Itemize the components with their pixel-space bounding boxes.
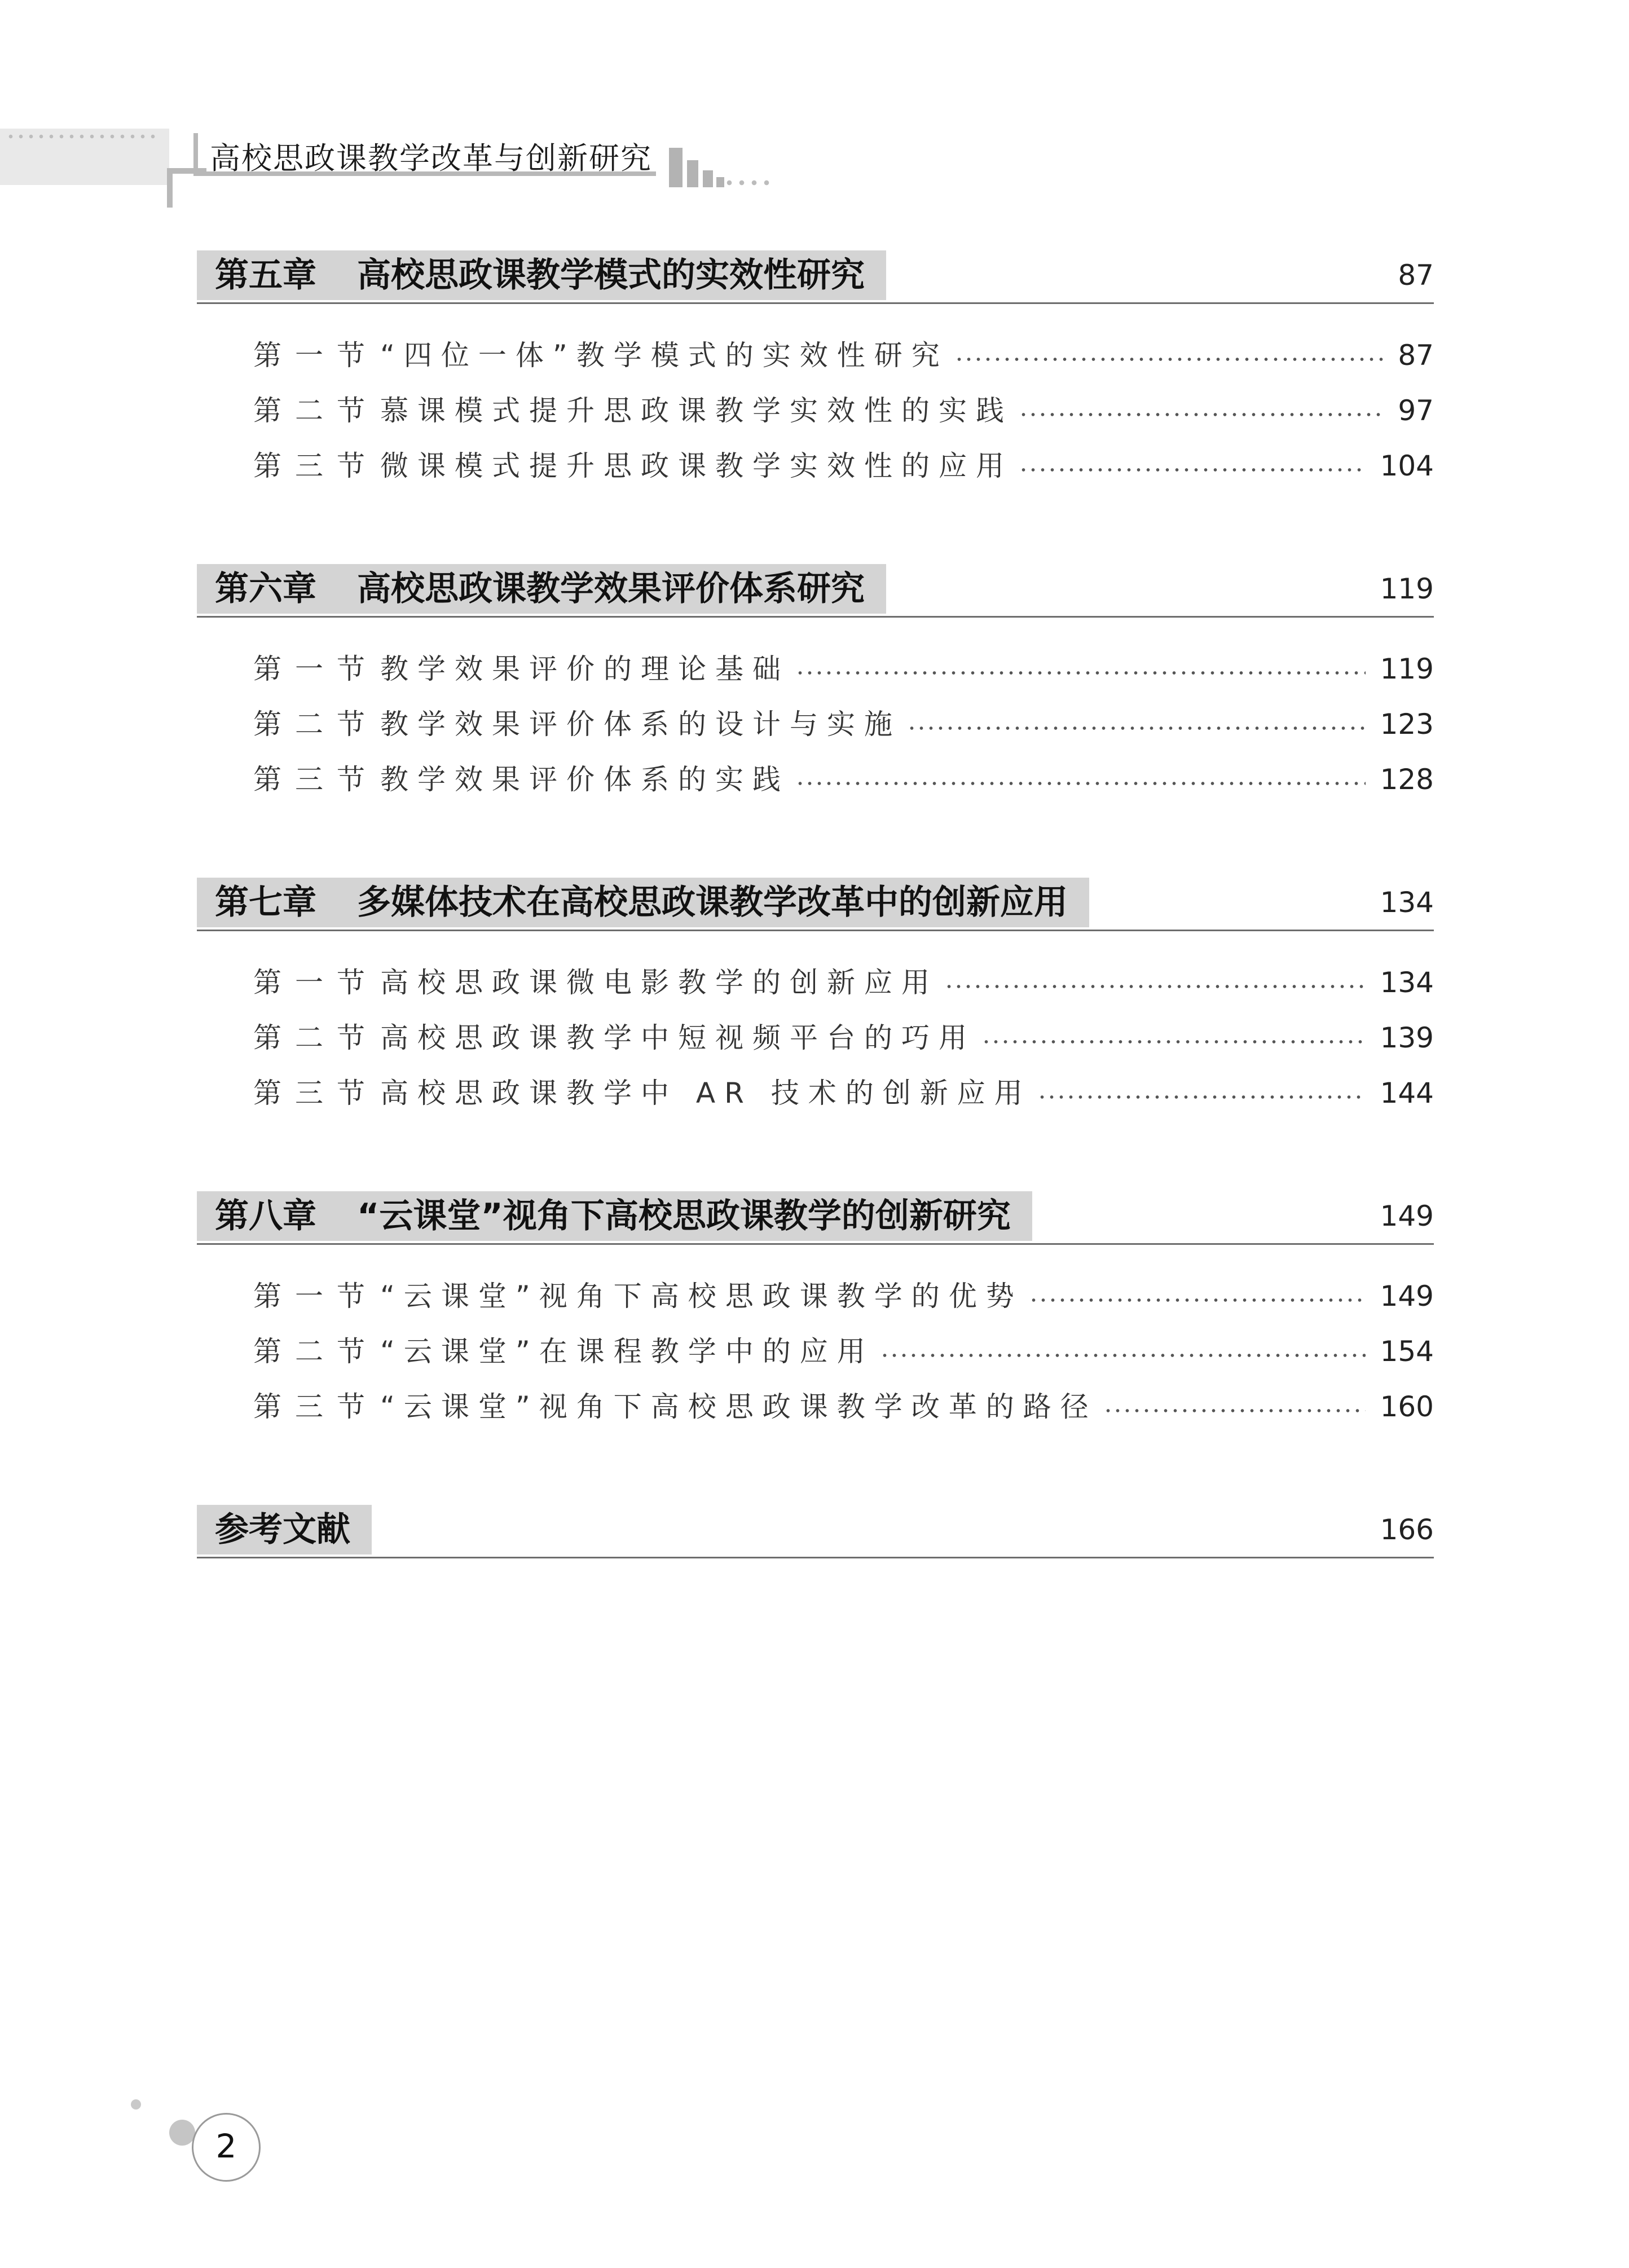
section-entry — [253, 328, 1434, 383]
section-page: 97 — [1398, 394, 1434, 427]
section-entry — [253, 1269, 1434, 1324]
section-number: 第三节 — [253, 1077, 378, 1109]
section-list — [197, 641, 1434, 807]
section-number: 第三节 — [253, 763, 378, 796]
section-page: 87 — [1398, 339, 1434, 372]
section-number: 第一节 — [253, 339, 378, 372]
section-entry — [253, 1065, 1434, 1121]
section-entry — [253, 697, 1434, 752]
references-title: 参考文献 — [197, 1505, 372, 1554]
references-entry — [197, 1505, 1434, 1558]
dot-leader — [1029, 1298, 1366, 1302]
running-header-title: 高校思政课教学改革与创新研究 — [210, 140, 652, 176]
chapter-page: 149 — [1380, 1200, 1434, 1232]
section-entry — [253, 1324, 1434, 1379]
section-entry — [253, 1010, 1434, 1065]
section-number: 第一节 — [253, 653, 378, 685]
section-title: 教学效果评价体系的设计与实施 — [380, 708, 901, 741]
dot-leader — [795, 781, 1366, 786]
section-page: 144 — [1380, 1077, 1434, 1109]
section-page: 139 — [1380, 1021, 1434, 1054]
section-title: “四位一体”教学模式的实效性研究 — [380, 339, 949, 372]
chapter-heading — [197, 564, 1434, 618]
section-list — [197, 1269, 1434, 1434]
section-title: 高校思政课微电影教学的创新应用 — [380, 966, 939, 999]
section-page: 123 — [1380, 708, 1434, 741]
section-entry — [253, 752, 1434, 807]
chapter-heading — [197, 1191, 1434, 1245]
section-number: 第二节 — [253, 1335, 378, 1368]
chapter-page: 134 — [1380, 886, 1434, 919]
chapter-page: 87 — [1398, 259, 1434, 292]
section-page: 119 — [1380, 653, 1434, 685]
chapter-title: 高校思政课教学效果评价体系研究 — [357, 569, 865, 609]
footer-circle-ornament — [169, 2120, 195, 2146]
section-page: 160 — [1380, 1390, 1434, 1423]
section-page: 149 — [1380, 1280, 1434, 1313]
section-number: 第二节 — [253, 708, 378, 741]
dot-leader — [880, 1353, 1366, 1358]
header-dot-bar — [0, 129, 169, 185]
header-bracket-ornament — [167, 168, 206, 208]
chapter-title: 高校思政课教学模式的实效性研究 — [357, 256, 865, 295]
chapter-heading — [197, 250, 1434, 304]
dot-leader — [1103, 1408, 1366, 1413]
section-page: 154 — [1380, 1335, 1434, 1368]
chapter-heading — [197, 1505, 1434, 1558]
chapter-title: 多媒体技术在高校思政课教学改革中的创新应用 — [357, 883, 1068, 922]
references-page: 166 — [1380, 1513, 1434, 1546]
chapter-label — [197, 1191, 1032, 1241]
section-entry — [253, 955, 1434, 1010]
section-title: 高校思政课教学中 AR 技术的创新应用 — [380, 1077, 1032, 1109]
chapter-label — [197, 250, 886, 300]
chapter-label — [197, 564, 886, 614]
chapter-8 — [197, 1191, 1434, 1434]
section-number: 第二节 — [253, 1021, 378, 1054]
chapter-page: 119 — [1380, 572, 1434, 605]
dot-leader — [907, 726, 1366, 730]
section-list — [197, 328, 1434, 494]
section-list — [197, 955, 1434, 1121]
section-entry — [253, 1379, 1434, 1434]
chapter-title: “云课堂”视角下高校思政课教学的创新研究 — [357, 1196, 1011, 1236]
section-page: 134 — [1380, 966, 1434, 999]
chapter-label — [197, 878, 1089, 927]
section-page: 104 — [1380, 450, 1434, 482]
section-number: 第一节 — [253, 966, 378, 999]
section-title: 教学效果评价体系的实践 — [380, 763, 790, 796]
section-number: 第一节 — [253, 1280, 378, 1313]
dot-leader — [1037, 1095, 1366, 1099]
chapter-5 — [197, 250, 1434, 494]
dot-leader — [1019, 468, 1366, 472]
dot-leader — [795, 671, 1366, 675]
dot-leader — [1019, 412, 1383, 417]
chapter-7 — [197, 878, 1434, 1121]
section-title: 教学效果评价的理论基础 — [380, 653, 790, 685]
dot-leader — [981, 1040, 1366, 1044]
page-number: 2 — [192, 2113, 261, 2182]
section-title: “云课堂”视角下高校思政课教学的优势 — [380, 1280, 1023, 1313]
header-dots-ornament — [723, 179, 774, 186]
section-title: “云课堂”视角下高校思政课教学改革的路径 — [380, 1390, 1098, 1423]
chapter-number: 第五章 — [215, 256, 316, 295]
chapter-number: 第六章 — [215, 569, 316, 609]
section-entry — [253, 383, 1434, 438]
section-number: 第二节 — [253, 394, 378, 427]
section-page: 128 — [1380, 763, 1434, 796]
dot-leader — [954, 357, 1384, 362]
section-title: 高校思政课教学中短视频平台的巧用 — [380, 1021, 976, 1054]
section-entry — [253, 438, 1434, 494]
section-title: 慕课模式提升思政课教学实效性的实践 — [380, 394, 1013, 427]
footer-dot-ornament — [131, 2099, 141, 2110]
section-entry — [253, 641, 1434, 697]
chapter-heading — [197, 878, 1434, 931]
section-number: 第三节 — [253, 450, 378, 482]
section-title: “云课堂”在课程教学中的应用 — [380, 1335, 874, 1368]
chapter-number: 第七章 — [215, 883, 316, 922]
chapter-number: 第八章 — [215, 1196, 316, 1236]
chapter-6 — [197, 564, 1434, 807]
section-number: 第三节 — [253, 1390, 378, 1423]
section-title: 微课模式提升思政课教学实效性的应用 — [380, 450, 1013, 482]
dot-leader — [944, 984, 1366, 989]
